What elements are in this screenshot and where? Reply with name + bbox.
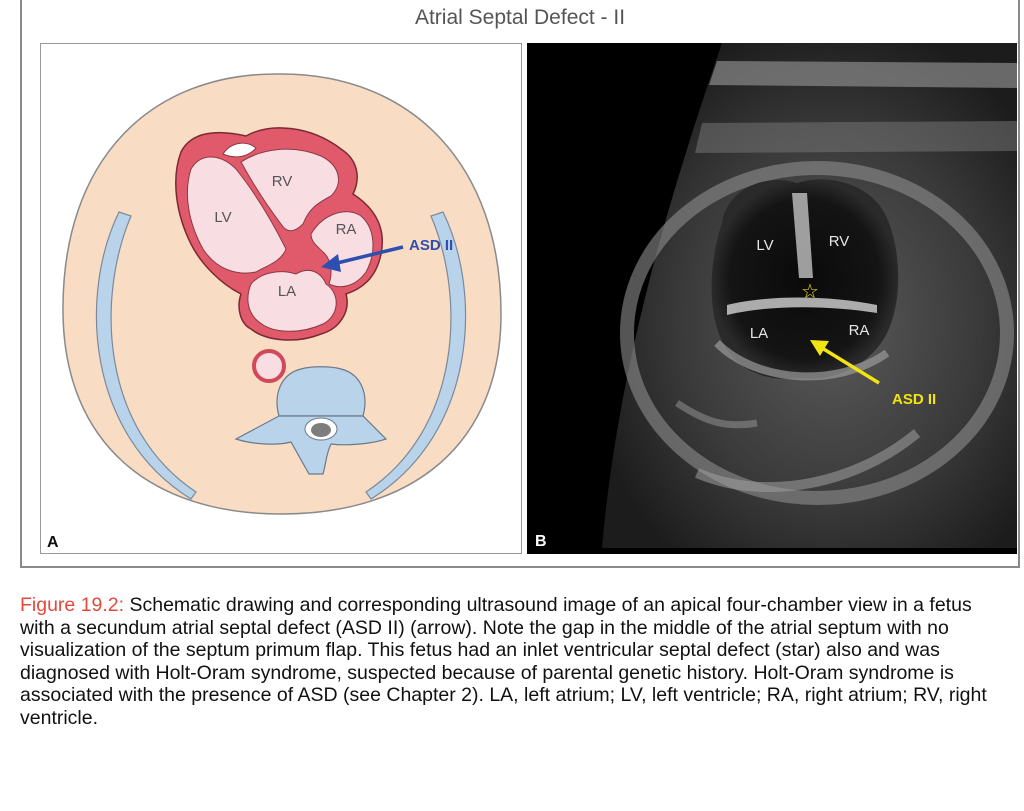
panel-a-letter: A bbox=[47, 534, 59, 551]
figure-frame bbox=[20, 0, 1020, 568]
us-la-label: LA bbox=[749, 325, 769, 342]
near-field-band-2 bbox=[695, 121, 1017, 153]
near-field-band bbox=[709, 61, 1017, 88]
lv-label: LV bbox=[214, 209, 232, 226]
figure-number: Figure 19.2: bbox=[20, 594, 125, 616]
caption-text: Schematic drawing and corresponding ultrasound image of an apical four-chamber view in a fetus with a secundum atrial septal defect (ASD II) (arrow). Note the gap in the middle of the atrial septum with no visualization of the septum primum flap. This fetus had an inlet ventricular septal defect (star) also and was diagnosed with Holt-Oram syndrome, suspected because of parental genetic history. Holt-Oram syndrome is associated with the presence of ASD (see Chapter 2). LA, left atrium; LV, left ventricle; RA, right atrium; RV, right ventricle. bbox=[20, 594, 987, 729]
panel-b-ultrasound bbox=[527, 43, 1017, 554]
us-lv-label: LV bbox=[756, 237, 774, 254]
rv-label: RV bbox=[271, 173, 293, 190]
ultrasound-image bbox=[527, 43, 1017, 554]
us-asd-label: ASD II bbox=[892, 391, 937, 408]
figure-title: Atrial Septal Defect - II bbox=[414, 6, 626, 29]
us-ra-label: RA bbox=[848, 322, 870, 339]
spinal-cord bbox=[311, 423, 331, 437]
panel-a-schematic bbox=[40, 43, 522, 554]
panel-b-letter: B bbox=[535, 533, 547, 550]
us-rv-label: RV bbox=[828, 233, 850, 250]
asd-label: ASD II bbox=[409, 237, 454, 254]
la-label: LA bbox=[277, 283, 297, 300]
schematic-drawing bbox=[41, 44, 522, 554]
la-chamber bbox=[248, 270, 336, 331]
figure-caption bbox=[20, 594, 1010, 730]
aorta bbox=[254, 351, 284, 381]
ra-label: RA bbox=[335, 221, 357, 238]
vsd-star: ☆ bbox=[801, 281, 819, 303]
vertebral-body bbox=[277, 367, 365, 416]
